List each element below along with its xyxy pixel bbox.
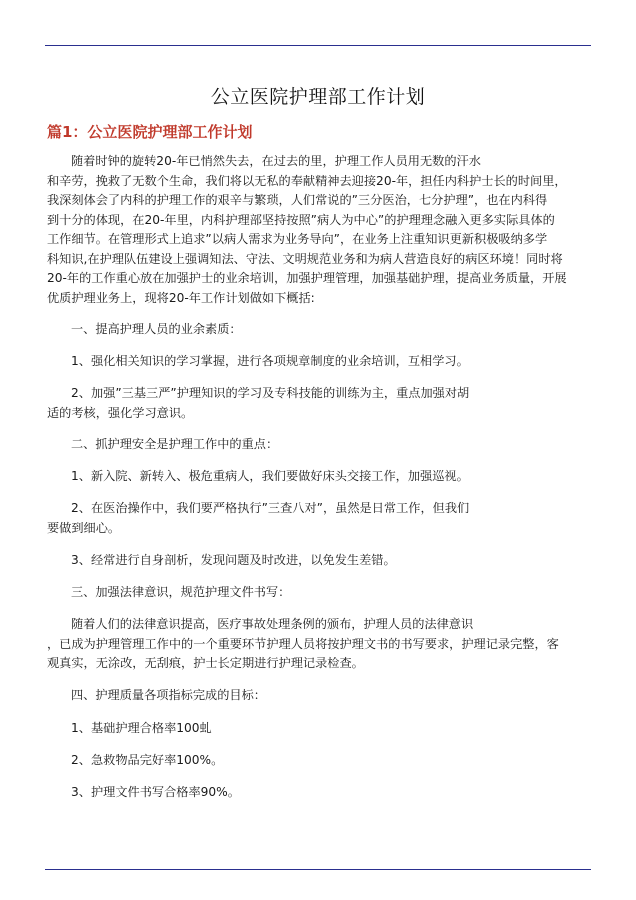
intro-line: 优质护理业务上，现将20-年工作计划做如下概括: xyxy=(47,290,315,305)
intro-line: 工作细节。在管理形式上追求”以病人需求为业务导向”，在业务上注重知识更新积极吸纳多学 xyxy=(47,232,548,246)
document-title: 公立医院护理部工作计划 xyxy=(210,86,426,108)
section-heading: 篇1：公立医院护理部工作计划 xyxy=(47,123,253,141)
s1-item-2-line: 适的考核，强化学习意识。 xyxy=(47,405,194,420)
s2-heading: 二、抓护理安全是护理工作中的重点： xyxy=(71,437,279,451)
s2-item-2 xyxy=(47,499,592,538)
s3-paragraph-line: 观真实，无涂改，无刮痕，护士长定期进行护理记录检查。 xyxy=(47,656,364,670)
s1-item-2 xyxy=(47,384,592,423)
s2-item-2-line: 要做到细心。 xyxy=(47,520,121,535)
s1-heading: 一、提高护理人员的业余素质： xyxy=(71,322,242,336)
s2-item-1: 1、新入院、新转入、极危重病人，我们要做好床头交接工作，加强巡视。 xyxy=(71,469,469,483)
s2-item-2-line: 2、在医治操作中，我们要严格执行”三查八对”，虽然是日常工作，但我们 xyxy=(71,501,470,515)
intro-line: 和辛劳，挽救了无数个生命，我们将以无私的奉献精神去迎接20-年，担任内科护士长的时间里， xyxy=(47,173,567,188)
top-rule xyxy=(45,45,591,46)
bottom-rule xyxy=(45,869,591,870)
intro-line: 随着时钟的旋转20-年已悄然失去，在过去的里，护理工作人员用无数的汗水 xyxy=(71,154,481,168)
s3-heading: 三、加强法律意识，规范护理文件书写： xyxy=(71,585,291,599)
intro-line: 到十分的体现，在20-年里，内科护理部坚持按照”病人为中心”的护理理念融入更多实际具体的 xyxy=(47,212,555,227)
s3-paragraph-line: 随着人们的法律意识提高，医疗事故处理条例的颁布，护理人员的法律意识 xyxy=(71,617,474,631)
intro-line: 我深刻体会了内科的护理工作的艰辛与繁琐，人们常说的”三分医治，七分护理”，也在内科得 xyxy=(47,193,548,207)
s4-item-2: 2、急救物品完好率100%。 xyxy=(71,753,224,767)
s3-paragraph xyxy=(47,615,592,674)
s4-item-1: 1、基础护理合格率100虬 xyxy=(71,721,212,735)
intro-line: 科知识,在护理队伍建设上强调知法、守法、文明规范业务和为病人营造良好的病区环境！同时将 xyxy=(47,251,563,266)
s1-item-2-line: 2、加强”三基三严”护理知识的学习及专科技能的训练为主，重点加强对胡 xyxy=(71,386,470,400)
intro-paragraph xyxy=(47,152,592,308)
s4-item-3: 3、护理文件书写合格率90%。 xyxy=(71,785,240,799)
intro-line: 20-年的工作重心放在加强护士的业余培训，加强护理管理，加强基础护理，提高业务质量，开展 xyxy=(47,271,567,285)
s4-heading: 四、护理质量各项指标完成的目标： xyxy=(71,688,266,702)
s2-item-3: 3、经常进行自身剖析，发现问题及时改进，以免发生差错。 xyxy=(71,553,396,567)
s3-paragraph-line: ，已成为护理管理工作中的一个重要环节护理人员将按护理文书的书写要求，护理记录完整，客 xyxy=(47,636,559,651)
s1-item-1: 1、强化相关知识的学习掌握，进行各项规章制度的业余培训，互相学习。 xyxy=(71,354,469,368)
